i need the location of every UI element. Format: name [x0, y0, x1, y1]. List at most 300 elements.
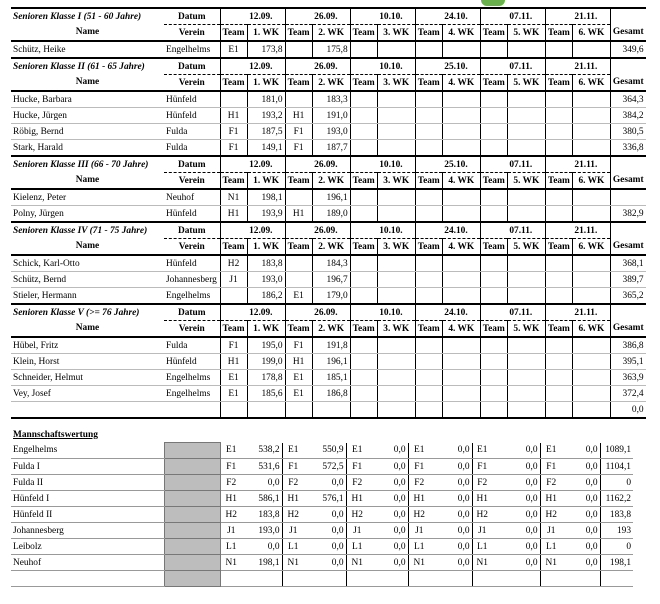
total-score: 349,6: [610, 41, 645, 58]
score: [442, 124, 480, 140]
grey-block: [164, 443, 220, 459]
team-code: [415, 91, 442, 108]
total-score: 372,4: [610, 386, 645, 402]
team-score: 0,0: [562, 459, 600, 475]
team-code: N1: [472, 555, 492, 571]
team-score: [562, 571, 600, 587]
team-score: [492, 571, 540, 587]
team-code: [480, 108, 507, 124]
team-row: [11, 507, 633, 523]
team-score: 0,0: [368, 459, 408, 475]
class-header: [11, 304, 646, 321]
score: [442, 91, 480, 108]
team-code: H1: [472, 491, 492, 507]
total-score: 386,8: [610, 337, 645, 354]
team-code: [415, 337, 442, 354]
team-code: L1: [282, 539, 304, 555]
score: [377, 140, 415, 157]
wk-header: 2. WK: [312, 25, 350, 42]
club-logo: [481, 0, 505, 6]
wk-header: 6. WK: [572, 25, 610, 42]
score: [377, 402, 415, 419]
team-code: [480, 272, 507, 288]
participant-row: [11, 370, 646, 386]
team-score: 0,0: [562, 523, 600, 539]
score: [442, 140, 480, 157]
score: 187,7: [312, 140, 350, 157]
score: [572, 108, 610, 124]
team-code: [480, 386, 507, 402]
verein-header: Verein: [164, 75, 220, 92]
score: 199,0: [247, 354, 285, 370]
team-header: Team: [285, 239, 312, 256]
participant-row: [11, 189, 646, 206]
team-score: 0,0: [430, 459, 472, 475]
team-code: [415, 189, 442, 206]
team-code: [480, 402, 507, 419]
competition-date: 26.09.: [312, 58, 350, 75]
team-header: Team: [220, 75, 247, 92]
grey-block: [164, 523, 220, 539]
team-row: [11, 491, 633, 507]
participant-club: Hünfeld: [164, 206, 220, 223]
team-ranking-table: [11, 428, 633, 587]
team-name: Fulda II: [11, 475, 164, 491]
score: [572, 402, 610, 419]
score: [442, 386, 480, 402]
team-code: F1: [346, 459, 368, 475]
score: [442, 255, 480, 272]
wk-header: 1. WK: [247, 25, 285, 42]
team-code: E1: [220, 370, 247, 386]
team-total: 198,1: [600, 555, 633, 571]
team-code: [472, 571, 492, 587]
participant-club: Neuhof: [164, 189, 220, 206]
competition-date: 12.09.: [247, 156, 285, 173]
score: 149,1: [247, 140, 285, 157]
team-spacer: [415, 304, 442, 321]
team-score: 0,0: [492, 475, 540, 491]
total-score: 364,3: [610, 91, 645, 108]
score: 187,5: [247, 124, 285, 140]
team-code: L1: [472, 539, 492, 555]
team-code: H2: [282, 507, 304, 523]
team-score: 0,0: [304, 475, 346, 491]
team-score: 0,0: [368, 491, 408, 507]
team-total: 0: [600, 475, 633, 491]
participant-name: Schütz, Heike: [11, 41, 164, 58]
team-name: [11, 571, 164, 587]
team-header: Team: [480, 173, 507, 190]
competition-date: 07.11.: [507, 304, 545, 321]
participant-club: Fulda: [164, 337, 220, 354]
team-code: [220, 402, 247, 419]
team-code: H1: [220, 354, 247, 370]
team-score: [368, 571, 408, 587]
competition-date: 26.09.: [312, 156, 350, 173]
class-title: Senioren Klasse II (61 - 65 Jahre): [11, 58, 164, 75]
team-name: Fulda I: [11, 459, 164, 475]
total-score: 368,1: [610, 255, 645, 272]
datum-label: Datum: [164, 58, 220, 75]
competition-date: 12.09.: [247, 58, 285, 75]
team-code: F1: [220, 124, 247, 140]
grey-block: [164, 507, 220, 523]
results-sheet: [11, 7, 646, 419]
team-code: [350, 354, 377, 370]
participant-name: Hucke, Barbara: [11, 91, 164, 108]
name-header: Name: [11, 75, 164, 92]
participant-name: Vey, Josef: [11, 386, 164, 402]
team-code: H1: [540, 491, 562, 507]
team-header: Team: [285, 173, 312, 190]
wk-header: 2. WK: [312, 173, 350, 190]
score: [572, 370, 610, 386]
team-code: [480, 255, 507, 272]
participant-name: Polny, Jürgen: [11, 206, 164, 223]
column-header-row: [11, 321, 646, 338]
score: 196,7: [312, 272, 350, 288]
participant-name: Röbig, Bernd: [11, 124, 164, 140]
team-spacer: [545, 304, 572, 321]
team-header: Team: [415, 239, 442, 256]
participant-name: Klein, Horst: [11, 354, 164, 370]
wk-header: 3. WK: [377, 239, 415, 256]
team-code: [220, 571, 242, 587]
team-code: L1: [540, 539, 562, 555]
name-header: Name: [11, 173, 164, 190]
participant-club: Fulda: [164, 140, 220, 157]
wk-header: 1. WK: [247, 75, 285, 92]
team-total: 1162,2: [600, 491, 633, 507]
team-code: F2: [220, 475, 242, 491]
team-code: N1: [220, 555, 242, 571]
team-code: [285, 402, 312, 419]
team-name: Hünfeld I: [11, 491, 164, 507]
team-header: Team: [285, 321, 312, 338]
team-code: [415, 206, 442, 223]
verein-header: Verein: [164, 321, 220, 338]
team-header: Team: [480, 25, 507, 42]
score: 184,3: [312, 255, 350, 272]
team-code: [480, 337, 507, 354]
wk-header: 2. WK: [312, 321, 350, 338]
score: [507, 337, 545, 354]
team-code: H1: [346, 491, 368, 507]
wk-header: 3. WK: [377, 75, 415, 92]
team-score: 0,0: [430, 491, 472, 507]
participant-name: Schütz, Bernd: [11, 272, 164, 288]
class-title: Senioren Klasse V (>= 76 Jahre): [11, 304, 164, 321]
total-score: 380,5: [610, 124, 645, 140]
team-name: Johannesberg: [11, 523, 164, 539]
participant-row: [11, 41, 646, 58]
competition-date: 25.10.: [442, 156, 480, 173]
gesamt-spacer: [610, 156, 645, 173]
total-score: 336,8: [610, 140, 645, 157]
score: 186,2: [247, 288, 285, 305]
team-code: H1: [285, 108, 312, 124]
team-score: 0,0: [492, 555, 540, 571]
participant-club: Hünfeld: [164, 108, 220, 124]
team-score: [304, 571, 346, 587]
team-code: [545, 124, 572, 140]
team-header: Team: [415, 173, 442, 190]
column-header-row: [11, 173, 646, 190]
team-row: [11, 523, 633, 539]
total-score: 384,2: [610, 108, 645, 124]
score: [377, 272, 415, 288]
team-code: [220, 91, 247, 108]
score: [572, 337, 610, 354]
team-code: [415, 41, 442, 58]
team-header: Team: [350, 321, 377, 338]
team-score: 538,2: [242, 443, 282, 459]
team-code: [415, 108, 442, 124]
team-code: [480, 354, 507, 370]
team-code: E1: [408, 443, 430, 459]
team-spacer: [350, 156, 377, 173]
score: [507, 370, 545, 386]
team-row: [11, 459, 633, 475]
score: [377, 255, 415, 272]
score: [377, 124, 415, 140]
score: [507, 402, 545, 419]
team-code: [480, 41, 507, 58]
competition-date: 10.10.: [377, 156, 415, 173]
team-spacer: [220, 8, 247, 25]
team-score: [242, 571, 282, 587]
team-header: Team: [545, 173, 572, 190]
competition-date: 07.11.: [507, 222, 545, 239]
participant-club: Hünfeld: [164, 255, 220, 272]
participant-name: Hucke, Jürgen: [11, 108, 164, 124]
team-code: [408, 571, 430, 587]
score: 181,0: [247, 91, 285, 108]
wk-header: 5. WK: [507, 173, 545, 190]
team-code: [220, 288, 247, 305]
total-score: 365,2: [610, 288, 645, 305]
team-score: 0,0: [430, 523, 472, 539]
score: [442, 272, 480, 288]
score: [572, 288, 610, 305]
team-code: [480, 91, 507, 108]
team-code: F2: [282, 475, 304, 491]
wk-header: 6. WK: [572, 173, 610, 190]
participant-row: [11, 140, 646, 157]
team-code: L1: [346, 539, 368, 555]
team-header: Team: [285, 25, 312, 42]
team-total: 1089,1: [600, 443, 633, 459]
wk-header: 6. WK: [572, 75, 610, 92]
score: [377, 354, 415, 370]
team-row: [11, 539, 633, 555]
participant-name: Stieler, Hermann: [11, 288, 164, 305]
team-code: E1: [285, 370, 312, 386]
score: [507, 108, 545, 124]
team-score: 0,0: [304, 507, 346, 523]
team-code: H1: [285, 206, 312, 223]
team-code: F1: [282, 459, 304, 475]
team-spacer: [285, 304, 312, 321]
team-score: 198,1: [242, 555, 282, 571]
participant-name: Hübel, Fritz: [11, 337, 164, 354]
wk-header: 1. WK: [247, 173, 285, 190]
competition-date: 21.11.: [572, 304, 610, 321]
score: 175,8: [312, 41, 350, 58]
team-score: 0,0: [492, 459, 540, 475]
team-score: 0,0: [368, 539, 408, 555]
participant-club: Fulda: [164, 124, 220, 140]
team-spacer: [415, 222, 442, 239]
wk-header: 3. WK: [377, 321, 415, 338]
team-code: H2: [220, 507, 242, 523]
team-code: J1: [346, 523, 368, 539]
score: [572, 386, 610, 402]
team-code: E1: [285, 288, 312, 305]
team-code: [480, 206, 507, 223]
team-spacer: [220, 156, 247, 173]
participant-club: Johannesberg: [164, 272, 220, 288]
team-code: [350, 124, 377, 140]
team-code: [415, 140, 442, 157]
team-code: [415, 272, 442, 288]
team-total: [600, 571, 633, 587]
team-score: 0,0: [492, 507, 540, 523]
team-code: [545, 41, 572, 58]
team-score: 0,0: [368, 555, 408, 571]
competition-date: 21.11.: [572, 222, 610, 239]
score: 183,8: [247, 255, 285, 272]
total-score: 389,7: [610, 272, 645, 288]
wk-header: 4. WK: [442, 25, 480, 42]
team-code: J1: [408, 523, 430, 539]
participant-row: [11, 206, 646, 223]
team-code: E1: [472, 443, 492, 459]
wk-header: 5. WK: [507, 321, 545, 338]
team-score: 0,0: [368, 475, 408, 491]
grey-block: [164, 539, 220, 555]
score: [312, 402, 350, 419]
competition-date: 24.10.: [442, 304, 480, 321]
competition-date: 26.09.: [312, 304, 350, 321]
team-score: 0,0: [562, 555, 600, 571]
team-spacer: [480, 304, 507, 321]
wk-header: 3. WK: [377, 173, 415, 190]
team-score: 0,0: [430, 507, 472, 523]
competition-date: 21.11.: [572, 8, 610, 25]
team-score: 0,0: [430, 475, 472, 491]
verein-header: Verein: [164, 239, 220, 256]
score: 185,1: [312, 370, 350, 386]
team-code: L1: [408, 539, 430, 555]
team-code: [480, 288, 507, 305]
competition-date: 26.09.: [312, 8, 350, 25]
score: 173,8: [247, 41, 285, 58]
team-code: [415, 402, 442, 419]
team-code: J1: [540, 523, 562, 539]
team-code: E1: [285, 386, 312, 402]
team-spacer: [350, 8, 377, 25]
team-name: Engelhelms: [11, 443, 164, 459]
team-header: Team: [545, 75, 572, 92]
team-code: H1: [220, 108, 247, 124]
score: [377, 91, 415, 108]
team-score: 576,1: [304, 491, 346, 507]
team-header: Team: [545, 25, 572, 42]
team-spacer: [480, 156, 507, 173]
competition-date: 24.10.: [442, 8, 480, 25]
competition-date: 12.09.: [247, 222, 285, 239]
team-name: Hünfeld II: [11, 507, 164, 523]
participant-row: [11, 255, 646, 272]
team-code: [285, 41, 312, 58]
score: [377, 386, 415, 402]
competition-date: 10.10.: [377, 222, 415, 239]
team-code: H1: [408, 491, 430, 507]
wk-header: 6. WK: [572, 321, 610, 338]
participant-row: [11, 91, 646, 108]
team-code: H1: [285, 354, 312, 370]
team-code: E1: [220, 443, 242, 459]
grey-block: [164, 571, 220, 587]
gesamt-spacer: [610, 8, 645, 25]
team-spacer: [285, 222, 312, 239]
team-code: [545, 272, 572, 288]
team-score: 0,0: [562, 443, 600, 459]
score: [442, 108, 480, 124]
competition-date: 26.09.: [312, 222, 350, 239]
team-code: [415, 124, 442, 140]
team-code: F2: [346, 475, 368, 491]
wk-header: 3. WK: [377, 25, 415, 42]
verein-header: Verein: [164, 173, 220, 190]
team-spacer: [350, 58, 377, 75]
wk-header: 1. WK: [247, 239, 285, 256]
gesamt-header: Gesamt: [610, 173, 645, 190]
participant-name: Schick, Karl-Otto: [11, 255, 164, 272]
team-spacer: [220, 304, 247, 321]
score: 186,8: [312, 386, 350, 402]
team-header: Team: [545, 321, 572, 338]
team-code: [545, 91, 572, 108]
team-code: [350, 41, 377, 58]
team-row: [11, 475, 633, 491]
team-score: 0,0: [562, 491, 600, 507]
team-code: H1: [282, 491, 304, 507]
total-score: 382,9: [610, 206, 645, 223]
competition-date: 21.11.: [572, 156, 610, 173]
competition-date: 25.10.: [442, 58, 480, 75]
team-header: Team: [480, 239, 507, 256]
team-code: [350, 370, 377, 386]
team-code: [285, 189, 312, 206]
team-code: [285, 91, 312, 108]
score: 198,1: [247, 189, 285, 206]
score: [442, 337, 480, 354]
score: [377, 41, 415, 58]
competition-date: 21.11.: [572, 58, 610, 75]
gesamt-header: Gesamt: [610, 321, 645, 338]
team-code: [545, 255, 572, 272]
participant-name: Kielenz, Peter: [11, 189, 164, 206]
competition-date: 12.09.: [247, 8, 285, 25]
team-spacer: [220, 222, 247, 239]
team-score: 0,0: [430, 555, 472, 571]
score: [507, 354, 545, 370]
score: 193,0: [312, 124, 350, 140]
wk-header: 4. WK: [442, 75, 480, 92]
